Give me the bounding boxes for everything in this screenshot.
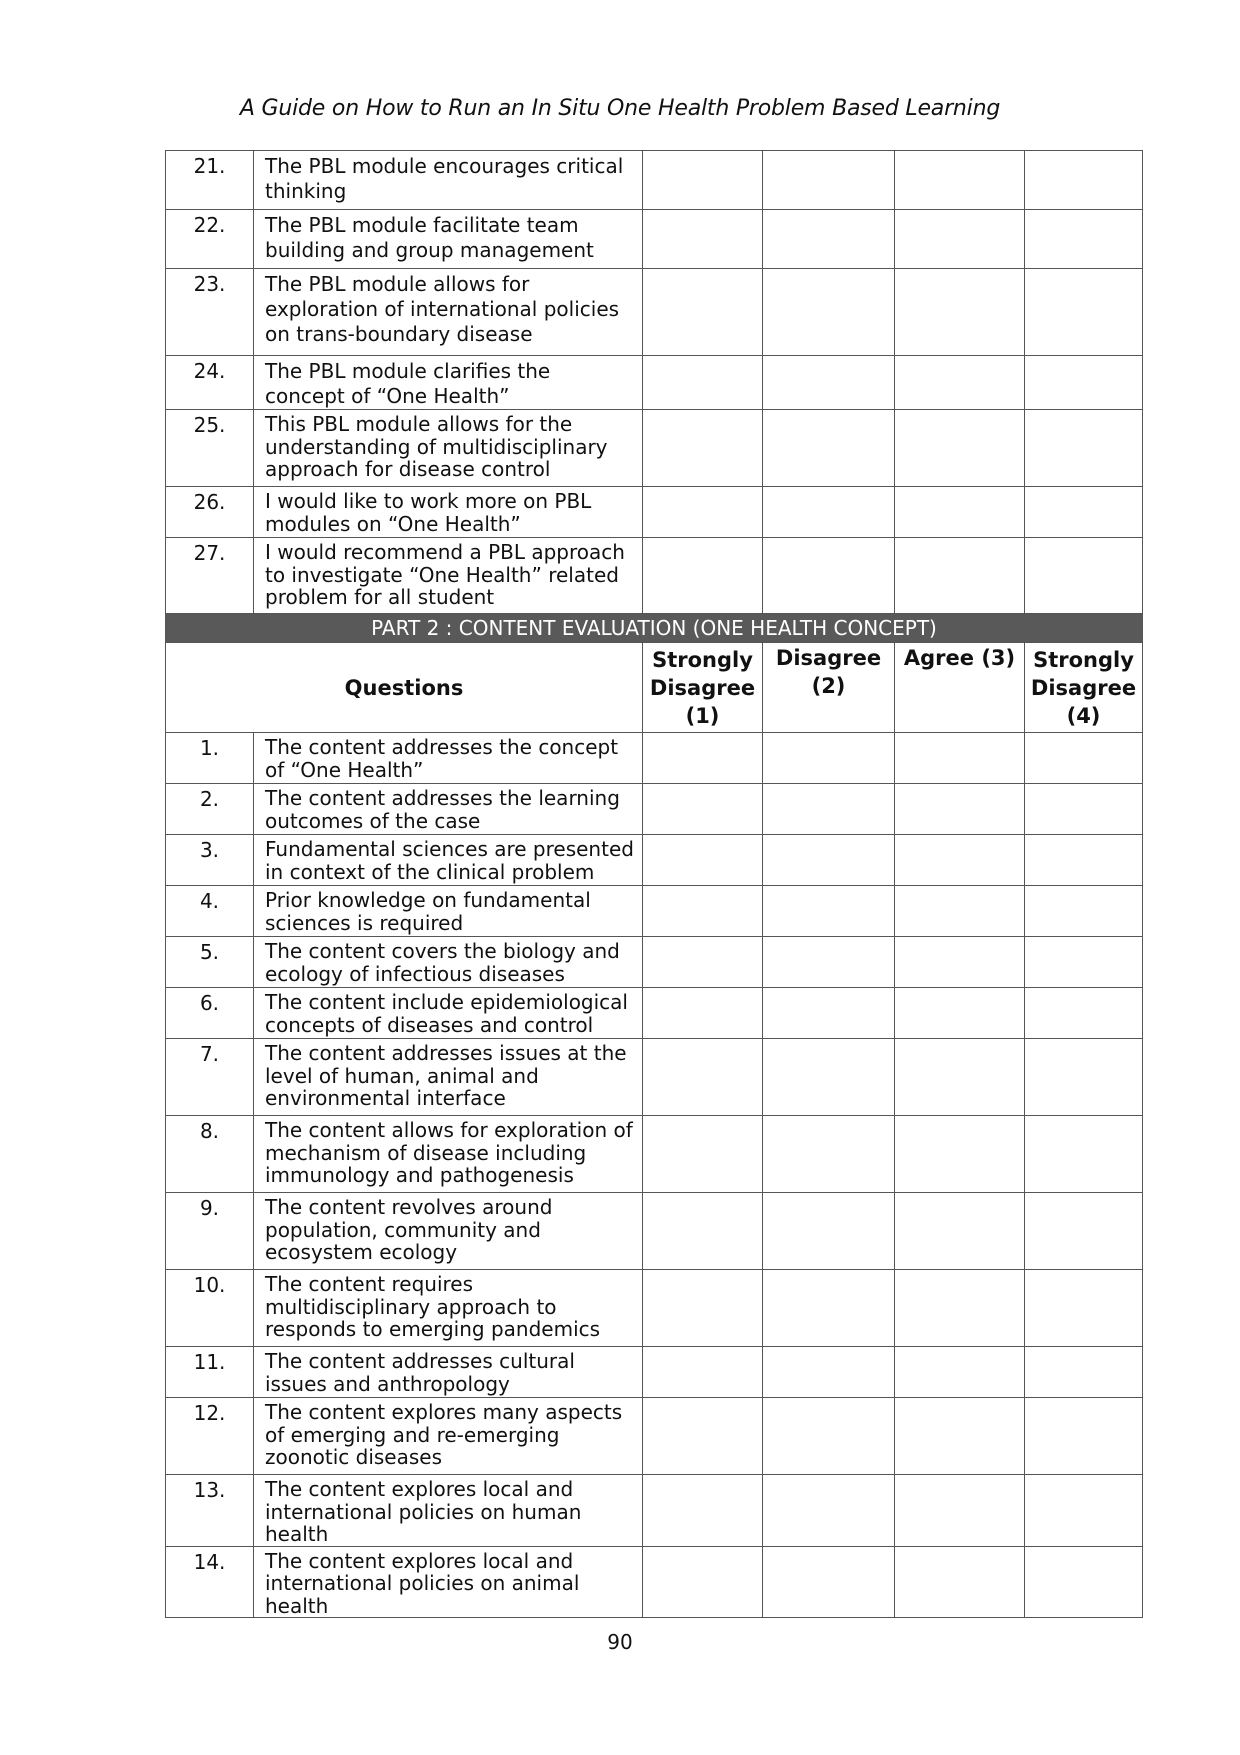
row-number: 5. bbox=[166, 937, 254, 988]
disagree-2-cell[interactable] bbox=[763, 1347, 895, 1398]
part1-table-body bbox=[166, 151, 1143, 614]
agree-3-cell[interactable] bbox=[895, 1546, 1025, 1618]
evaluation-table-wrapper bbox=[165, 150, 1142, 1618]
strongly-disagree-4-cell[interactable] bbox=[1025, 886, 1143, 937]
row-number: 26. bbox=[166, 487, 254, 538]
strongly-disagree-1-cell[interactable] bbox=[643, 1475, 763, 1547]
row-number: 12. bbox=[166, 1398, 254, 1475]
row-number: 1. bbox=[166, 733, 254, 784]
row-number: 11. bbox=[166, 1347, 254, 1398]
strongly-disagree-4-cell[interactable] bbox=[1025, 1546, 1143, 1618]
table-row bbox=[166, 1193, 1143, 1270]
question-text: The content addresses cultural issues and anthropology bbox=[254, 1347, 643, 1398]
agree-3-cell[interactable] bbox=[895, 886, 1025, 937]
question-text: The content addresses the learning outcomes of the case bbox=[254, 784, 643, 835]
part2-title: PART 2 : CONTENT EVALUATION (ONE HEALTH CONCEPT) bbox=[166, 614, 1143, 643]
column-header-row bbox=[166, 643, 1143, 733]
agree-3-cell[interactable] bbox=[895, 988, 1025, 1039]
question-text: I would recommend a PBL approach to investigate “One Health” related problem for all student bbox=[254, 538, 643, 614]
disagree-2-cell[interactable] bbox=[763, 269, 895, 356]
question-text: The content revolves around population, community and ecosystem ecology bbox=[254, 1193, 643, 1270]
strongly-disagree-4-cell[interactable] bbox=[1025, 356, 1143, 410]
question-text: The PBL module facilitate team building and group management bbox=[254, 210, 643, 269]
strongly-disagree-4-cell[interactable] bbox=[1025, 784, 1143, 835]
row-number: 9. bbox=[166, 1193, 254, 1270]
questions-column-header: Questions bbox=[166, 643, 643, 733]
disagree-2-cell[interactable] bbox=[763, 1193, 895, 1270]
agree-3-cell[interactable] bbox=[895, 269, 1025, 356]
strongly-disagree-4-cell[interactable] bbox=[1025, 269, 1143, 356]
table-row bbox=[166, 1546, 1143, 1618]
question-text: The content addresses the concept of “One Health” bbox=[254, 733, 643, 784]
table-row bbox=[166, 1039, 1143, 1116]
agree-3-cell[interactable] bbox=[895, 1347, 1025, 1398]
row-number: 23. bbox=[166, 269, 254, 356]
disagree-2-cell[interactable] bbox=[763, 151, 895, 210]
strongly-disagree-4-cell[interactable] bbox=[1025, 835, 1143, 886]
question-text: This PBL module allows for the understanding of multidisciplinary approach for disease control bbox=[254, 410, 643, 487]
agree-3-cell[interactable] bbox=[895, 1398, 1025, 1475]
agree-3-cell[interactable] bbox=[895, 538, 1025, 614]
table-row bbox=[166, 937, 1143, 988]
row-number: 4. bbox=[166, 886, 254, 937]
strongly-disagree-1-cell[interactable] bbox=[643, 1270, 763, 1347]
strongly-disagree-1-cell[interactable] bbox=[643, 1193, 763, 1270]
part2-table-body bbox=[166, 733, 1143, 1618]
strongly-disagree-4-cell[interactable] bbox=[1025, 1270, 1143, 1347]
strongly-disagree-1-cell[interactable] bbox=[643, 487, 763, 538]
disagree-2-cell[interactable] bbox=[763, 784, 895, 835]
disagree-2-cell[interactable] bbox=[763, 410, 895, 487]
disagree-2-cell[interactable] bbox=[763, 1270, 895, 1347]
row-number: 2. bbox=[166, 784, 254, 835]
table-row bbox=[166, 988, 1143, 1039]
question-text: The content include epidemiological concepts of diseases and control bbox=[254, 988, 643, 1039]
strongly-disagree-1-cell[interactable] bbox=[643, 410, 763, 487]
row-number: 13. bbox=[166, 1475, 254, 1547]
table-row bbox=[166, 151, 1143, 210]
row-number: 27. bbox=[166, 538, 254, 614]
table-row bbox=[166, 487, 1143, 538]
disagree-2-cell[interactable] bbox=[763, 1546, 895, 1618]
strongly-disagree-4-cell[interactable] bbox=[1025, 1039, 1143, 1116]
question-text: The PBL module encourages critical thinking bbox=[254, 151, 643, 210]
disagree-2-cell[interactable] bbox=[763, 1475, 895, 1547]
strongly-disagree-4-cell[interactable] bbox=[1025, 210, 1143, 269]
disagree-2-cell[interactable] bbox=[763, 210, 895, 269]
strongly-disagree-1-cell[interactable] bbox=[643, 1398, 763, 1475]
disagree-2-cell[interactable] bbox=[763, 356, 895, 410]
row-number: 25. bbox=[166, 410, 254, 487]
row-number: 3. bbox=[166, 835, 254, 886]
agree-3-cell[interactable] bbox=[895, 733, 1025, 784]
part2-header-body bbox=[166, 614, 1143, 733]
question-text: The PBL module allows for exploration of international policies on trans-boundary disease bbox=[254, 269, 643, 356]
strongly-disagree-1-cell[interactable] bbox=[643, 835, 763, 886]
disagree-2-cell[interactable] bbox=[763, 487, 895, 538]
disagree-2-cell[interactable] bbox=[763, 1039, 895, 1116]
agree-3-cell[interactable] bbox=[895, 410, 1025, 487]
page-number: 90 bbox=[607, 1630, 633, 1654]
strongly-disagree-4-header: Strongly Disagree (4) bbox=[1025, 643, 1143, 733]
strongly-disagree-1-cell[interactable] bbox=[643, 988, 763, 1039]
table-row bbox=[166, 1270, 1143, 1347]
table-row bbox=[166, 538, 1143, 614]
strongly-disagree-1-cell[interactable] bbox=[643, 886, 763, 937]
agree-3-cell[interactable] bbox=[895, 151, 1025, 210]
strongly-disagree-1-cell[interactable] bbox=[643, 1039, 763, 1116]
strongly-disagree-4-cell[interactable] bbox=[1025, 988, 1143, 1039]
table-row bbox=[166, 733, 1143, 784]
agree-3-header: Agree (3) bbox=[895, 643, 1025, 733]
agree-3-cell[interactable] bbox=[895, 784, 1025, 835]
strongly-disagree-1-cell[interactable] bbox=[643, 1347, 763, 1398]
row-number: 21. bbox=[166, 151, 254, 210]
question-text: Fundamental sciences are presented in context of the clinical problem bbox=[254, 835, 643, 886]
strongly-disagree-4-cell[interactable] bbox=[1025, 538, 1143, 614]
table-row bbox=[166, 1475, 1143, 1547]
question-text: The content explores local and international policies on human health bbox=[254, 1475, 643, 1547]
strongly-disagree-1-cell[interactable] bbox=[643, 1116, 763, 1193]
disagree-2-header: Disagree (2) bbox=[763, 643, 895, 733]
table-row bbox=[166, 886, 1143, 937]
table-row bbox=[166, 410, 1143, 487]
disagree-2-cell[interactable] bbox=[763, 538, 895, 614]
question-text: The content explores many aspects of emerging and re-emerging zoonotic diseases bbox=[254, 1398, 643, 1475]
agree-3-cell[interactable] bbox=[895, 1193, 1025, 1270]
row-number: 10. bbox=[166, 1270, 254, 1347]
agree-3-cell[interactable] bbox=[895, 835, 1025, 886]
disagree-2-cell[interactable] bbox=[763, 937, 895, 988]
agree-3-cell[interactable] bbox=[895, 1039, 1025, 1116]
strongly-disagree-4-cell[interactable] bbox=[1025, 1193, 1143, 1270]
agree-3-cell[interactable] bbox=[895, 1475, 1025, 1547]
strongly-disagree-1-cell[interactable] bbox=[643, 538, 763, 614]
strongly-disagree-4-cell[interactable] bbox=[1025, 151, 1143, 210]
strongly-disagree-4-cell[interactable] bbox=[1025, 410, 1143, 487]
strongly-disagree-4-cell[interactable] bbox=[1025, 733, 1143, 784]
strongly-disagree-4-cell[interactable] bbox=[1025, 1116, 1143, 1193]
question-text: The content allows for exploration of mechanism of disease including immunology and pathogenesis bbox=[254, 1116, 643, 1193]
row-number: 7. bbox=[166, 1039, 254, 1116]
agree-3-cell[interactable] bbox=[895, 210, 1025, 269]
disagree-2-cell[interactable] bbox=[763, 733, 895, 784]
strongly-disagree-1-cell[interactable] bbox=[643, 269, 763, 356]
page-header: A Guide on How to Run an In Situ One Health Problem Based Learning bbox=[239, 96, 1001, 121]
row-number: 24. bbox=[166, 356, 254, 410]
table-row bbox=[166, 1347, 1143, 1398]
question-text: The content covers the biology and ecology of infectious diseases bbox=[254, 937, 643, 988]
table-row bbox=[166, 1116, 1143, 1193]
disagree-2-cell[interactable] bbox=[763, 886, 895, 937]
disagree-2-cell[interactable] bbox=[763, 988, 895, 1039]
evaluation-table bbox=[165, 150, 1143, 1618]
strongly-disagree-1-cell[interactable] bbox=[643, 210, 763, 269]
agree-3-cell[interactable] bbox=[895, 487, 1025, 538]
question-text: Prior knowledge on fundamental sciences is required bbox=[254, 886, 643, 937]
strongly-disagree-1-cell[interactable] bbox=[643, 733, 763, 784]
strongly-disagree-1-header: Strongly Disagree (1) bbox=[643, 643, 763, 733]
row-number: 6. bbox=[166, 988, 254, 1039]
table-row bbox=[166, 784, 1143, 835]
table-row bbox=[166, 210, 1143, 269]
table-row bbox=[166, 835, 1143, 886]
strongly-disagree-4-cell[interactable] bbox=[1025, 1398, 1143, 1475]
strongly-disagree-1-cell[interactable] bbox=[643, 937, 763, 988]
strongly-disagree-4-cell[interactable] bbox=[1025, 487, 1143, 538]
disagree-2-cell[interactable] bbox=[763, 1116, 895, 1193]
strongly-disagree-4-cell[interactable] bbox=[1025, 1475, 1143, 1547]
agree-3-cell[interactable] bbox=[895, 1270, 1025, 1347]
strongly-disagree-1-cell[interactable] bbox=[643, 1546, 763, 1618]
table-row bbox=[166, 1398, 1143, 1475]
strongly-disagree-4-cell[interactable] bbox=[1025, 1347, 1143, 1398]
disagree-2-cell[interactable] bbox=[763, 1398, 895, 1475]
disagree-2-cell[interactable] bbox=[763, 835, 895, 886]
question-text: The PBL module clarifies the concept of “One Health” bbox=[254, 356, 643, 410]
strongly-disagree-1-cell[interactable] bbox=[643, 784, 763, 835]
part2-title-row bbox=[166, 614, 1143, 643]
question-text: The content explores local and international policies on animal health bbox=[254, 1546, 643, 1618]
question-text: I would like to work more on PBL modules on “One Health” bbox=[254, 487, 643, 538]
row-number: 8. bbox=[166, 1116, 254, 1193]
row-number: 22. bbox=[166, 210, 254, 269]
agree-3-cell[interactable] bbox=[895, 356, 1025, 410]
row-number: 14. bbox=[166, 1546, 254, 1618]
strongly-disagree-1-cell[interactable] bbox=[643, 151, 763, 210]
table-row bbox=[166, 269, 1143, 356]
agree-3-cell[interactable] bbox=[895, 1116, 1025, 1193]
strongly-disagree-4-cell[interactable] bbox=[1025, 937, 1143, 988]
strongly-disagree-1-cell[interactable] bbox=[643, 356, 763, 410]
question-text: The content requires multidisciplinary approach to responds to emerging pandemics bbox=[254, 1270, 643, 1347]
question-text: The content addresses issues at the level of human, animal and environmental interface bbox=[254, 1039, 643, 1116]
table-row bbox=[166, 356, 1143, 410]
agree-3-cell[interactable] bbox=[895, 937, 1025, 988]
